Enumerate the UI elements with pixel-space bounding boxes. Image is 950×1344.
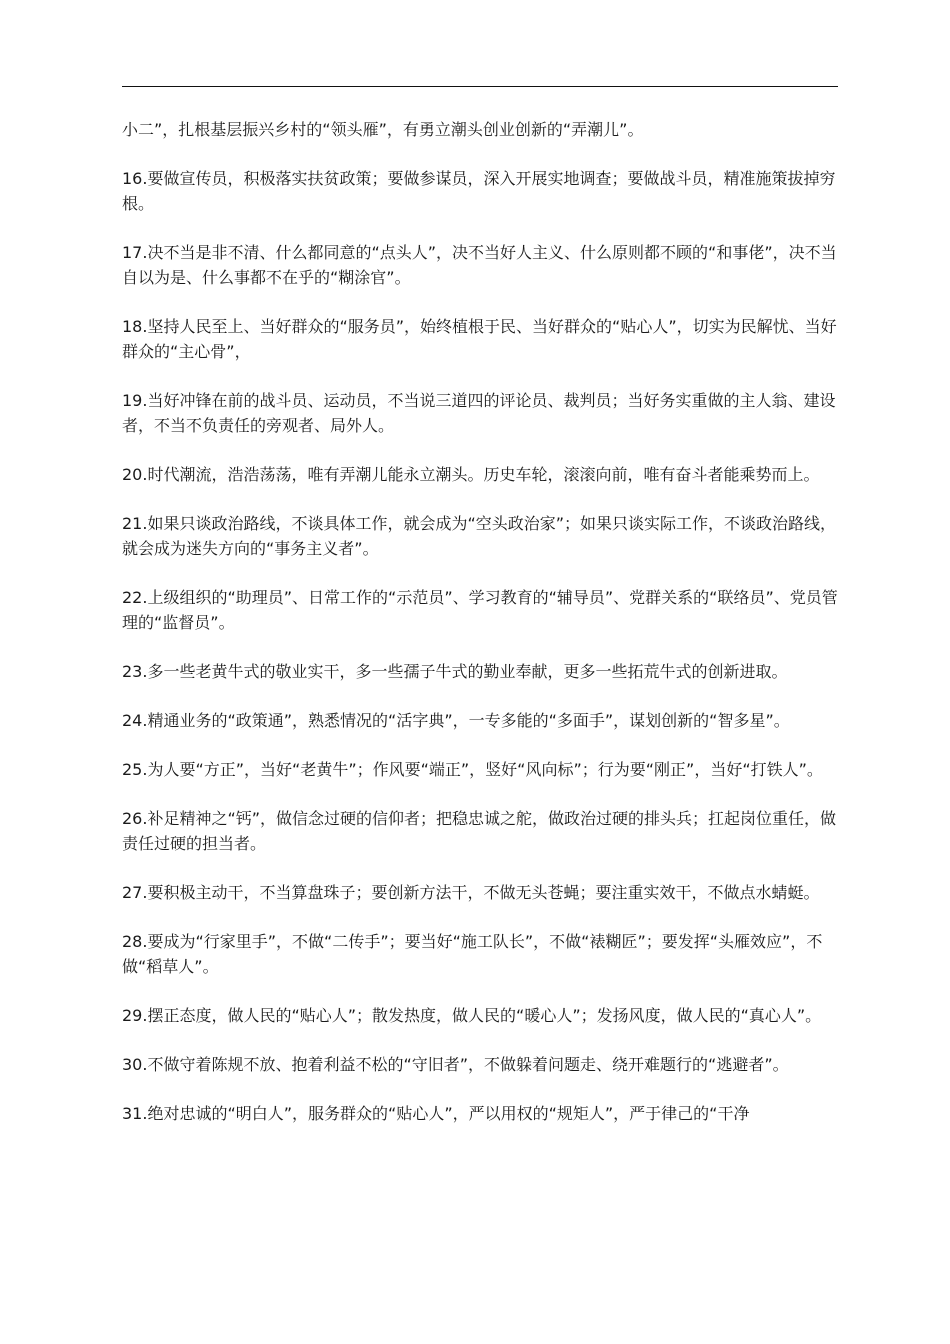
paragraph-19: 19.当好冲锋在前的战斗员、运动员，不当说三道四的评论员、裁判员；当好务实重做的主人翁、建设者，不当不负责任的旁观者、局外人。: [122, 391, 836, 435]
paragraph-24: 24.精通业务的“政策通”，熟悉情况的“活字典”，一专多能的“多面手”，谋划创新的“智多星”。: [122, 711, 790, 730]
document-body: [122, 117, 846, 1150]
paragraph-25: 25.为人要“方正”，当好“老黄牛”；作风要“端正”，竖好“风向标”；行为要“刚正”，当好“打铁人”。: [122, 760, 823, 779]
paragraph-26: 26.补足精神之“钙”，做信念过硬的信仰者；把稳忠诚之舵，做政治过硬的排头兵；扛起岗位重任，做责任过硬的担当者。: [122, 809, 837, 853]
paragraph-20: 20.时代潮流，浩浩荡荡，唯有弄潮儿能永立潮头。历史车轮，滚滚向前，唯有奋斗者能乘势而上。: [122, 465, 820, 484]
paragraph-16: 16.要做宣传员，积极落实扶贫政策；要做参谋员，深入开展实地调查；要做战斗员，精准施策拔掉穷根。: [122, 169, 836, 213]
paragraph-30: 30.不做守着陈规不放、抱着利益不松的“守旧者”，不做躲着问题走、绕开难题行的“逃避者”。: [122, 1055, 789, 1074]
paragraph-29: 29.摆正态度，做人民的“贴心人”；散发热度，做人民的“暖心人”；发扬风度，做人民的“真心人”。: [122, 1006, 822, 1025]
paragraph-22: 22.上级组织的“助理员”、日常工作的“示范员”、学习教育的“辅导员”、党群关系的“联络员”、党员管理的“监督员”。: [122, 588, 838, 632]
paragraph-21: 21.如果只谈政治路线，不谈具体工作，就会成为“空头政治家”；如果只谈实际工作，不谈政治路线，就会成为迷失方向的“事务主义者”。: [122, 514, 837, 558]
paragraph-18: 18.坚持人民至上、当好群众的“服务员”，始终植根于民、当好群众的“贴心人”，切实为民解忧、当好群众的“主心骨”，: [122, 317, 837, 361]
header-rule: [122, 86, 838, 87]
paragraph-27: 27.要积极主动干，不当算盘珠子；要创新方法干，不做无头苍蝇；要注重实效干，不做点水蜻蜓。: [122, 883, 820, 902]
paragraph-28: 28.要成为“行家里手”，不做“二传手”；要当好“施工队长”，不做“裱糊匠”；要发挥“头雁效应”，不做“稻草人”。: [122, 932, 823, 976]
paragraph-31: 31.绝对忠诚的“明白人”，服务群众的“贴心人”，严以用权的“规矩人”，严于律己的“干净: [122, 1104, 750, 1123]
paragraph-17: 17.决不当是非不清、什么都同意的“点头人”，决不当好人主义、什么原则都不顾的“和事佬”，决不当自以为是、什么事都不在乎的“糊涂官”。: [122, 243, 837, 287]
paragraph-23: 23.多一些老黄牛式的敬业实干，多一些孺子牛式的勤业奉献，更多一些拓荒牛式的创新进取。: [122, 662, 788, 681]
paragraph-continuation: 小二”，扎根基层振兴乡村的“领头雁”，有勇立潮头创业创新的“弄潮儿”。: [122, 120, 644, 139]
